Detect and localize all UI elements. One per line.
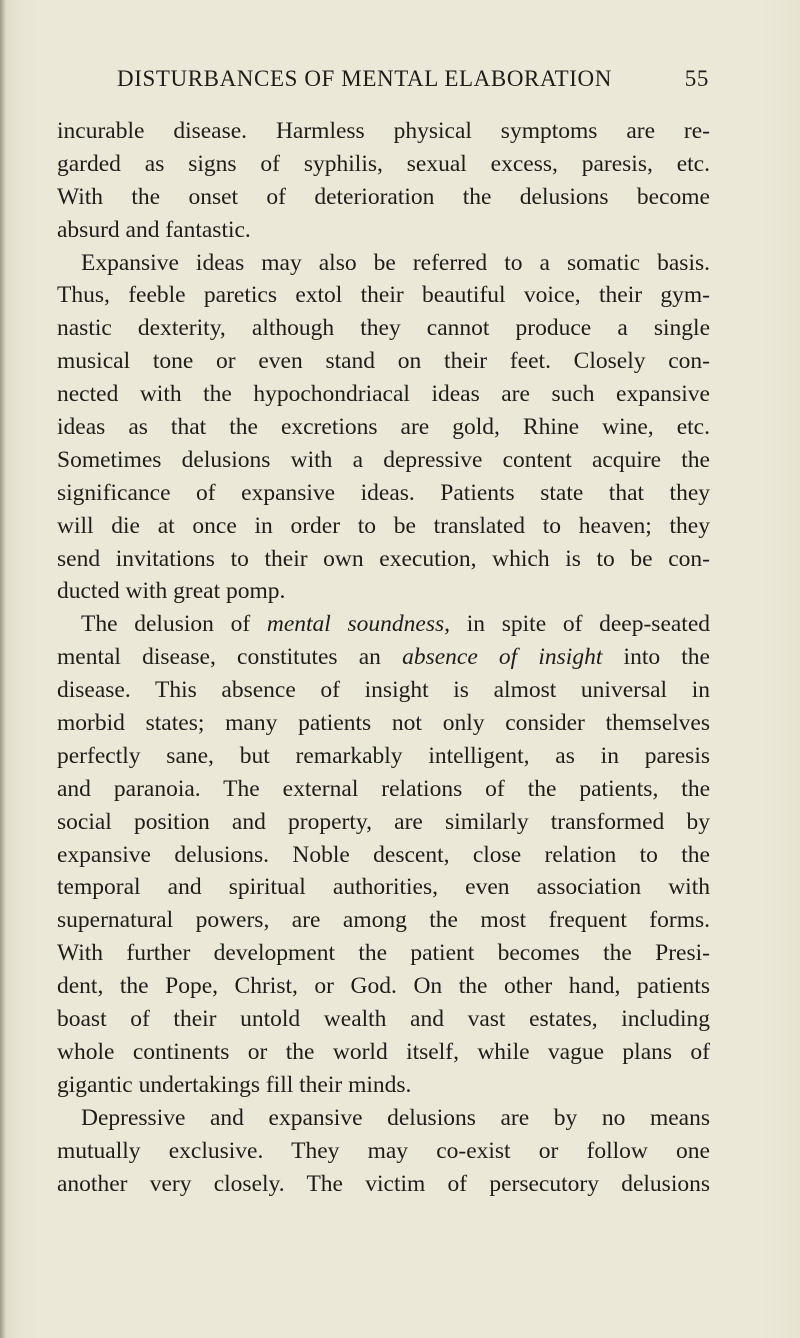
text-line: Thus, feeble paretics extol their beautiful voice, their gym-: [57, 282, 710, 309]
text-line: disease. This absence of insight is almost universal in: [57, 677, 710, 704]
text-line: supernatural powers, are among the most frequent forms.: [57, 907, 710, 934]
text-line: send invitations to their own execution, which is to be con-: [57, 545, 710, 572]
italic-term: absence of insight: [402, 644, 603, 671]
text-line: nected with the hypochondriacal ideas are such expansive: [57, 381, 710, 408]
text-line: musical tone or even stand on their feet. Closely con-: [57, 348, 710, 375]
text-line: ducted with great pomp.: [57, 578, 286, 605]
text-line: social position and property, are similarly transformed by: [57, 808, 710, 835]
text-line: and paranoia. The external relations of the patients, the: [57, 775, 710, 802]
text-line: absurd and fantastic.: [57, 216, 251, 243]
binding-shadow: [0, 0, 6, 1338]
text-line: expansive delusions. Noble descent, close relation to the: [57, 841, 710, 868]
text-line: boast of their untold wealth and vast estates, including: [57, 1006, 710, 1033]
text-line: mental disease, constitutes an absence of insight into the: [57, 644, 710, 671]
text-line: gigantic undertakings fill their minds.: [57, 1071, 412, 1098]
text-line: The delusion of mental soundness, in spite of deep-seated: [81, 611, 711, 638]
page-number: 55: [684, 66, 709, 91]
text-line: ideas as that the excretions are gold, Rhine wine, etc.: [57, 414, 710, 441]
italic-term: mental soundness,: [266, 611, 451, 638]
text-line: morbid states; many patients not only consider themselves: [57, 710, 710, 737]
text-line: will die at once in order to be translated to heaven; they: [57, 512, 710, 539]
text-line: temporal and spiritual authorities, even association with: [57, 874, 710, 901]
text-line: Expansive ideas may also be referred to a somatic basis.: [81, 249, 710, 276]
running-head: [117, 66, 709, 100]
text-line: Sometimes delusions with a depressive content acquire the: [57, 446, 710, 473]
text-line: whole continents or the world itself, while vague plans of: [57, 1038, 710, 1065]
body-text: [57, 115, 710, 1200]
text-line: dent, the Pope, Christ, or God. On the other hand, patients: [57, 973, 710, 1000]
text-line: significance of expansive ideas. Patients state that they: [57, 479, 710, 506]
text-line: nastic dexterity, although they cannot produce a single: [57, 315, 710, 342]
text-line: Depressive and expansive delusions are by no means: [81, 1104, 710, 1131]
text-line: garded as signs of syphilis, sexual excess, paresis, etc.: [57, 150, 710, 177]
running-head-title: DISTURBANCES OF MENTAL ELABORATION: [117, 66, 612, 91]
text-line: perfectly sane, but remarkably intelligent, as in paresis: [57, 742, 710, 769]
text-line: mutually exclusive. They may co-exist or follow one: [57, 1137, 710, 1164]
text-line: another very closely. The victim of persecutory delusions: [57, 1170, 710, 1197]
text-line: incurable disease. Harmless physical symptoms are re-: [57, 118, 710, 144]
text-line: With further development the patient becomes the Presi-: [57, 940, 710, 967]
text-line: With the onset of deterioration the delusions become: [57, 183, 710, 210]
